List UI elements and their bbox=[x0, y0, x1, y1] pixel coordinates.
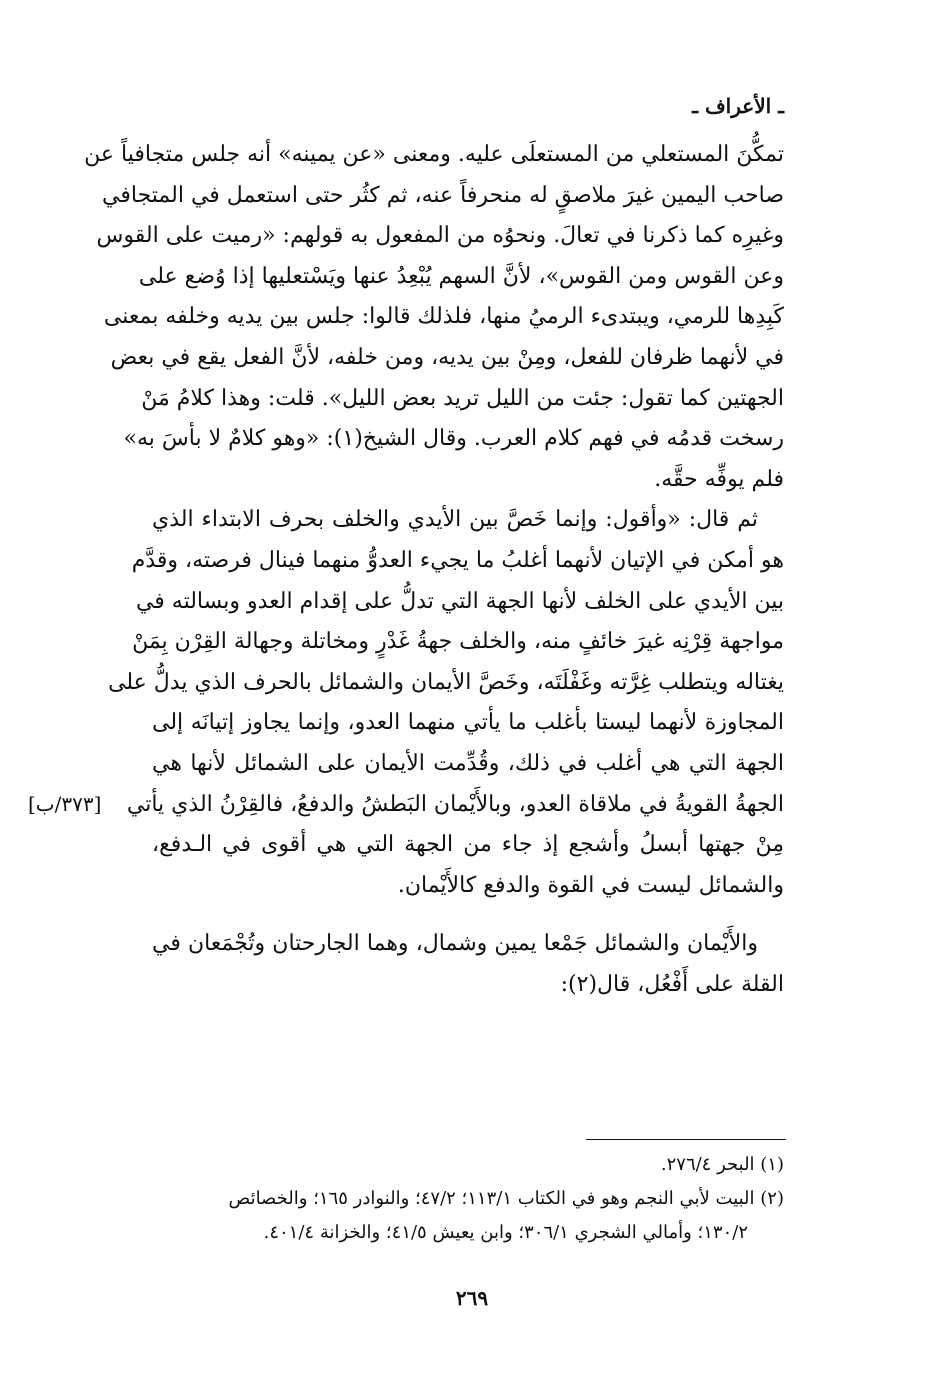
text-line: الجهتين كما تقول: جئت من الليل تريد بعض الليل». قلت: وهذا كلامُ مَنْ bbox=[141, 385, 784, 411]
paragraph-gap bbox=[152, 906, 784, 924]
footnote-line: ١٣٠/٢؛ وأمالي الشجري ٣٠٦/١؛ وابن يعيش ٤١/٥؛ والخزانة ٤٠١/٤. bbox=[263, 1222, 748, 1243]
text-line: كَبِدِها للرمي، ويبتدىء الرميُ منها، فلذلك قالوا: جلس بين يديه وخلفه بمعنى bbox=[103, 304, 784, 330]
text-line: تمكُّنَ المستعلي من المستعلَى عليه. ومعنى «عن يمينه» أنه جلس متجافياً عن bbox=[84, 142, 784, 167]
text-line: وغيرِه كما ذكرنا في تعالَ. ونحوُه من المفعول به قولهم: «رميت على القوس bbox=[96, 223, 784, 249]
text-line: الجهة التي هي أغلب في ذلك، وقُدِّمت الأيمان على الشمائل لأنها هي bbox=[152, 750, 784, 776]
footnote-line: (٢) البيت لأبي النجم وهو في الكتاب ١١٣/١؛ ٤٧/٢؛ والنوادر ١٦٥؛ والخصائص bbox=[228, 1188, 784, 1209]
text-line: مِنْ جهتها أبسلُ وأشجع إذ جاء من الجهة التي هي أقوى في الـدفع، bbox=[152, 832, 784, 858]
text-line: الجهةُ القويةُ في ملاقاة العدو، وبالأَيْمان البَطشُ والدفعُ، فالقِرْنُ الذي يأتي bbox=[126, 791, 784, 817]
text-line: والأَيْمان والشمائل جَمْعا يمين وشمال، وهما الجارحتان وتُجْمَعان في bbox=[152, 931, 758, 957]
text-line: في لأنهما ظرفان للفعل، ومِنْ بين يديه، ومن خلفه، لأنَّ الفعل يقع في بعض bbox=[110, 344, 784, 370]
text-line: والشمائل ليست في القوة والدفع كالأَيْمان. bbox=[397, 872, 784, 898]
page-number: ٢٦٩ bbox=[455, 1286, 489, 1310]
text-line: مواجهة قِرْنِه غيرَ خائفٍ منه، والخلف جهةُ غَدْرٍ ومخاتلة وجهالة القِرْن بِمَنْ bbox=[132, 629, 784, 655]
text-line: وعن القوس ومن القوس»، لأنَّ السهم يُبْعِدُ عنها ويَسْتعليها إذا وُضع على bbox=[138, 263, 784, 289]
text-line: صاحب اليمين غيرَ ملاصقٍ له منحرفاً عنه، ثم كثُر حتى استعمل في المتجافي bbox=[102, 182, 784, 208]
text-line: المجاوزة لأنهما ليستا بأغلب ما يأتي منهما العدو، وإنما يجاوز إتيانَه إلى bbox=[152, 710, 784, 736]
text-line: يغتاله ويتطلب غِرَّته وغَفْلَتَه، وخَصَّ الأيمان والشمائل بالحرف الذي يدلُّ على bbox=[108, 669, 784, 695]
text-line: القلة على أَفْعُل، قال(٢): bbox=[560, 971, 784, 997]
manuscript-folio-note: [٣٧٣/ب] bbox=[28, 792, 102, 816]
text-line: هو أمكن في الإتيان لأنهما أغلبُ ما يجيء العدوُّ منهما فينال فرصته، وقدَّم bbox=[131, 547, 784, 573]
footnote-line: (١) البحر ٢٧٦/٤. bbox=[660, 1154, 784, 1175]
text-line: بين الأيدي على الخلف لأنها الجهة التي تدلُّ على إقدام العدو وبسالته في bbox=[135, 588, 784, 614]
footnote-divider bbox=[586, 1139, 786, 1140]
footnotes bbox=[152, 1148, 784, 1250]
running-header: ـ الأعراف ـ bbox=[692, 94, 784, 118]
text-line: ثم قال: «وأقول: وإنما خَصَّ بين الأيدي والخلف بحرف الابتداء الذي bbox=[152, 507, 758, 533]
text-line: رسخت قدمُه في فهم كلام العرب. وقال الشيخ(١): «وهو كلامٌ لا بأسَ به» bbox=[123, 426, 784, 452]
text-line: فلم يوفِّه حقَّه. bbox=[654, 466, 784, 492]
main-text bbox=[84, 135, 784, 1005]
